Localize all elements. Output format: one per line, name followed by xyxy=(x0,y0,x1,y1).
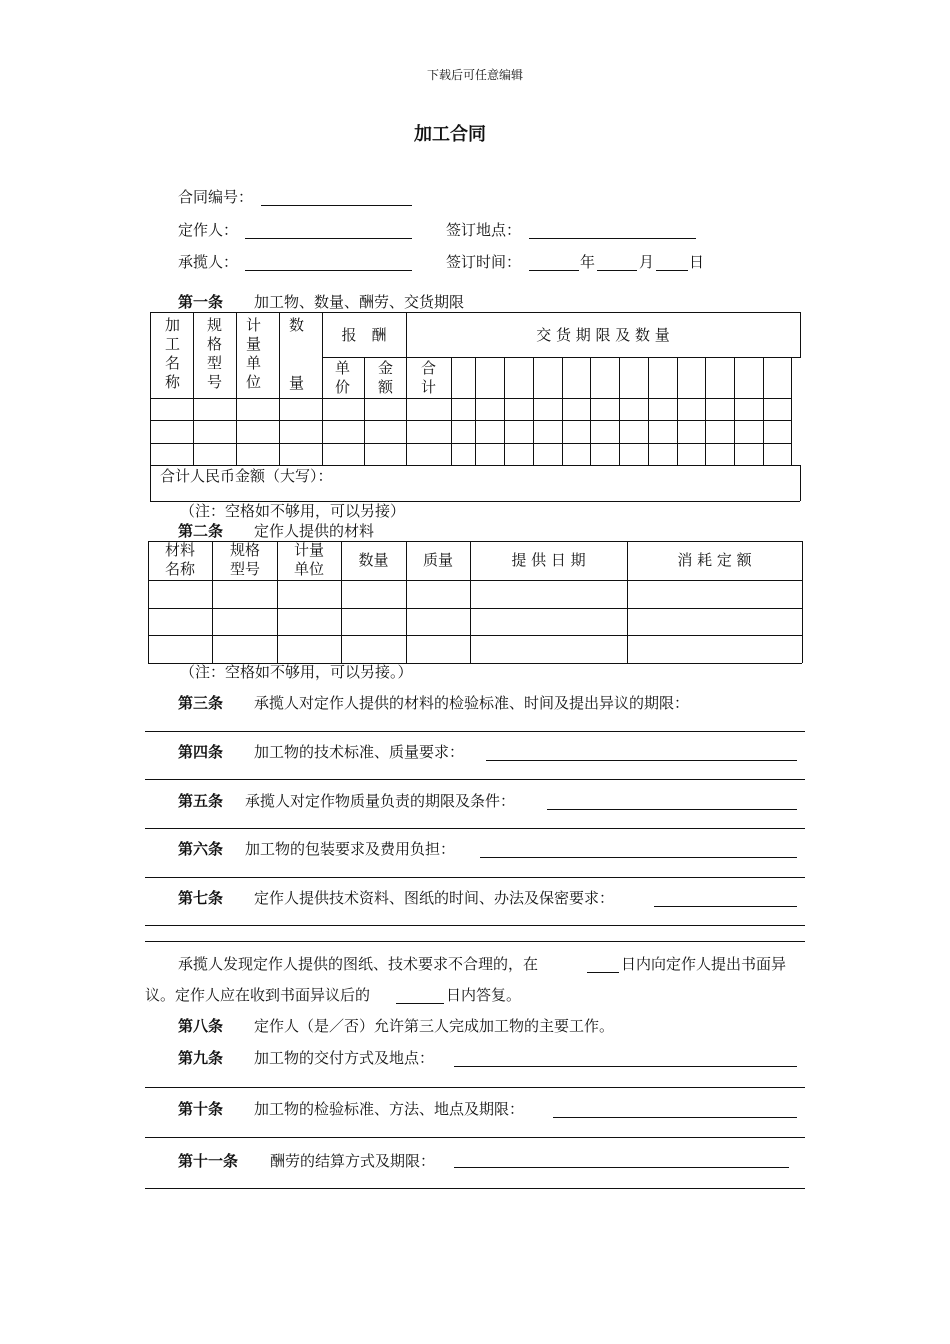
art6-field[interactable] xyxy=(480,857,797,858)
place-label: 签订地点： xyxy=(446,221,522,239)
art11-field[interactable] xyxy=(454,1167,789,1168)
art7-text: 定作人提供技术资料、图纸的时间、办法及保密要求： xyxy=(254,889,615,907)
art2-note: （注：空格如不够用，可以另接。） xyxy=(180,663,413,681)
col-pay-header: 报 酬 xyxy=(341,326,387,344)
day-label: 日 xyxy=(689,253,705,271)
art4-line[interactable] xyxy=(145,779,805,780)
art10-field[interactable] xyxy=(553,1117,797,1118)
art5-line[interactable] xyxy=(145,828,805,829)
art1-note: （注：空格如不够用，可以另接） xyxy=(180,502,406,520)
art9-number: 第九条 xyxy=(178,1049,224,1067)
month-label: 月 xyxy=(639,253,655,271)
place-field[interactable] xyxy=(529,238,696,239)
art7-para-2b: 日内答复。 xyxy=(446,986,522,1004)
art8-text: 定作人（是／否）允许第三人完成加工物的主要工作。 xyxy=(254,1017,615,1035)
art3-line[interactable] xyxy=(145,731,805,732)
art8-number: 第八条 xyxy=(178,1017,224,1035)
art3-text: 承揽人对定作人提供的材料的检验标准、时间及提出异议的期限： xyxy=(254,694,690,712)
art2-number: 第二条 xyxy=(178,522,224,540)
reply-days-field[interactable] xyxy=(396,1003,444,1004)
mat-col-qty: 数量 xyxy=(358,551,389,569)
mat-col-date: 提 供 日 期 xyxy=(511,551,586,569)
col-total-header: 合计 xyxy=(420,359,436,396)
mat-col-quality: 质量 xyxy=(422,551,453,569)
art7-field[interactable] xyxy=(654,906,797,907)
col-qty-header-1: 数 xyxy=(288,316,304,334)
art6-number: 第六条 xyxy=(178,840,224,858)
art5-field[interactable] xyxy=(547,809,797,810)
art1-number: 第一条 xyxy=(178,293,224,311)
mat-col-spec: 规格型号 xyxy=(229,541,260,578)
col-qty-header-2: 量 xyxy=(288,374,304,392)
art10-line[interactable] xyxy=(145,1137,805,1138)
year-field[interactable] xyxy=(529,270,579,271)
orderer-label: 定作人： xyxy=(178,221,239,239)
art4-text: 加工物的技术标准、质量要求： xyxy=(254,743,465,761)
art9-field[interactable] xyxy=(454,1066,797,1067)
year-label: 年 xyxy=(580,253,596,271)
art3-number: 第三条 xyxy=(178,694,224,712)
contract-no-field[interactable] xyxy=(261,205,412,206)
day-field[interactable] xyxy=(656,270,688,271)
art5-number: 第五条 xyxy=(178,792,224,810)
art6-text: 加工物的包装要求及费用负担： xyxy=(245,840,456,858)
col-name-header: 加工名称 xyxy=(164,316,180,391)
art2-title: 定作人提供的材料 xyxy=(254,522,375,540)
header-note: 下载后可任意编辑 xyxy=(426,68,523,82)
mat-col-name: 材料名称 xyxy=(164,541,195,578)
col-delivery-header: 交 货 期 限 及 数 量 xyxy=(536,326,670,344)
art4-number: 第四条 xyxy=(178,743,224,761)
art7-number: 第七条 xyxy=(178,889,224,907)
art11-number: 第十一条 xyxy=(178,1152,239,1170)
col-price-header: 单价 xyxy=(334,359,350,396)
col-spec-header: 规格型号 xyxy=(206,316,222,391)
contractor-field[interactable] xyxy=(245,270,412,271)
art10-text: 加工物的检验标准、方法、地点及期限： xyxy=(254,1100,525,1118)
total-amount-label: 合计人民币金额（大写）： xyxy=(160,467,333,485)
art7-para-1b: 日内向定作人提出书面异 xyxy=(621,955,787,973)
contractor-label: 承揽人： xyxy=(178,253,239,271)
time-label: 签订时间： xyxy=(446,253,522,271)
mat-col-quota: 消 耗 定 额 xyxy=(677,551,752,569)
art9-text: 加工物的交付方式及地点： xyxy=(254,1049,435,1067)
art7-line-1[interactable] xyxy=(145,925,805,926)
art1-title: 加工物、数量、酬劳、交货期限 xyxy=(254,293,465,311)
art4-field[interactable] xyxy=(486,760,797,761)
objection-days-field[interactable] xyxy=(587,972,619,973)
art5-text: 承揽人对定作物质量负责的期限及条件： xyxy=(245,792,516,810)
month-field[interactable] xyxy=(597,270,637,271)
art9-line[interactable] xyxy=(145,1087,805,1088)
col-amount-header: 金额 xyxy=(377,359,393,396)
art7-para-1a: 承揽人发现定作人提供的图纸、技术要求不合理的，在 xyxy=(178,955,539,973)
art7-para-2a: 议。定作人应在收到书面异议后的 xyxy=(145,986,371,1004)
col-unit-header: 计量单位 xyxy=(245,316,261,391)
art6-line[interactable] xyxy=(145,877,805,878)
art7-line-2[interactable] xyxy=(145,941,805,942)
art10-number: 第十条 xyxy=(178,1100,224,1118)
art11-text: 酬劳的结算方式及期限： xyxy=(270,1152,436,1170)
art11-line[interactable] xyxy=(145,1188,805,1189)
orderer-field[interactable] xyxy=(245,238,412,239)
contract-no-label: 合同编号： xyxy=(178,188,254,206)
mat-col-unit: 计量单位 xyxy=(293,541,324,578)
page-title: 加工合同 xyxy=(414,124,486,145)
